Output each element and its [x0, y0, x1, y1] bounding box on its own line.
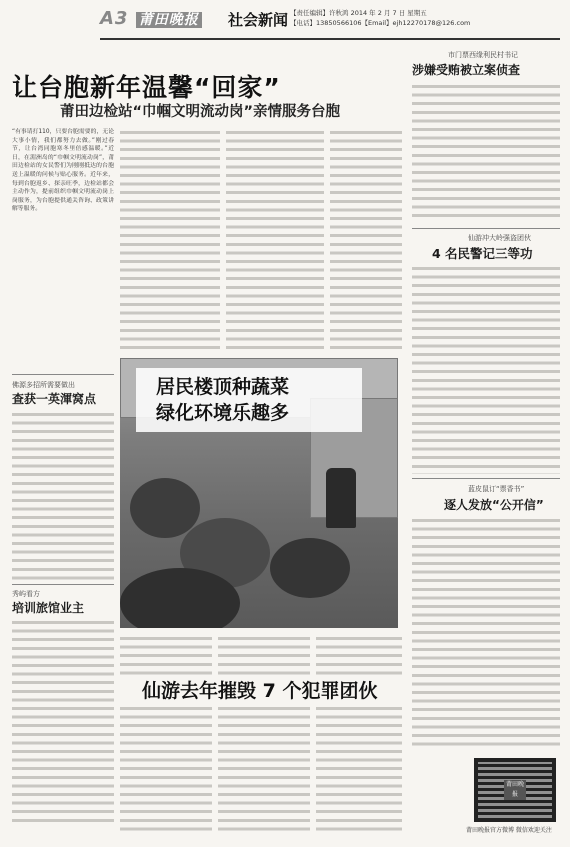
divider	[412, 228, 560, 229]
photo-plant	[270, 538, 350, 598]
bottom-story-col-3	[316, 704, 402, 834]
editor-info	[290, 8, 470, 28]
editor-line: 【责任编辑】许秋鸿 2014 年 2 月 7 日 星期五	[290, 9, 427, 17]
bottom-story-col-2	[218, 704, 310, 834]
page-header	[100, 6, 560, 38]
main-story-col-1	[12, 128, 114, 373]
rc1-body	[412, 82, 560, 222]
rc2-kicker: 仙游冲大岭强盗团伙	[468, 234, 531, 242]
rc1-kicker: 市门票西缘利民村书记	[448, 51, 518, 59]
brand-logo: 莆田晚报	[136, 12, 202, 28]
rc1-title: 涉嫌受贿被立案侦查	[412, 63, 521, 77]
rc3-body	[412, 516, 560, 750]
lc2-title: 培训旅馆业主	[12, 601, 85, 615]
rc3-title: 逐人发放“公开信”	[444, 498, 544, 512]
photo-headline-line-1: 居民楼顶种蔬菜	[156, 376, 290, 398]
photo-story-col-3	[316, 634, 402, 676]
main-headline: 让台胞新年温馨“回家”	[12, 73, 281, 102]
divider	[12, 584, 114, 585]
lc1-body	[12, 410, 114, 582]
main-subhead: 莆田边检站“巾帼文明流动岗”亲情服务台胞	[60, 104, 341, 120]
photo-headline-line-2: 绿化环境乐趣多	[156, 402, 290, 424]
qr-code[interactable]	[474, 758, 556, 822]
page-label: A3 莆田晚报	[100, 8, 202, 29]
lc1-title: 查获一英渾窝点	[12, 392, 97, 406]
main-story-col-2	[120, 128, 220, 353]
main-story-col-4	[330, 128, 402, 353]
bottom-story-col-1	[120, 704, 212, 834]
main-story-body: “有事请打110，只要台胞需要的，无论大事小情，我们都努力去做。”刚过春节，让台湾同胞寒冬里倍感温暖。”近日，在湄洲岛的“巾帼文明流动岗”，莆田边检站的女民警们为刚刚抵达的台胞送上温暖的问候与贴心服务。近年来，每到台胞返乡、探亲旺季，边检站都会主动作为，提前组织巾帼文明流动岗上岗服务，为台胞提供通关咨询、政策讲解等服务。	[12, 129, 114, 213]
main-story-col-3	[226, 128, 324, 353]
lc2-body	[12, 618, 114, 823]
lc1-kicker: 佛源多招所需要做出	[12, 381, 75, 389]
rc2-title: 4 名民警记三等功	[432, 246, 533, 261]
qr-logo: 莆田晚报	[505, 781, 524, 798]
qr-caption: 莆田晚报官方微博 微信欢迎关注	[466, 827, 552, 834]
divider	[412, 478, 560, 479]
section-title: 社会新闻	[228, 11, 289, 29]
photo-story-col-1	[120, 634, 212, 676]
rc3-kicker: 蓝皮鼠订“票香书”	[468, 485, 525, 493]
lc2-kicker: 秀屿看方	[12, 590, 40, 598]
bottom-headline: 仙游去年摧毁 7 个犯罪团伙	[142, 680, 378, 702]
photo-plant	[130, 478, 200, 538]
rc2-body	[412, 264, 560, 474]
photo-story-col-2	[218, 634, 310, 676]
photo-person	[326, 468, 356, 528]
divider	[12, 374, 114, 375]
header-rule	[100, 38, 560, 40]
contact-line: 【电话】13850566106【Email】ejh12270178@126.com	[290, 19, 471, 27]
